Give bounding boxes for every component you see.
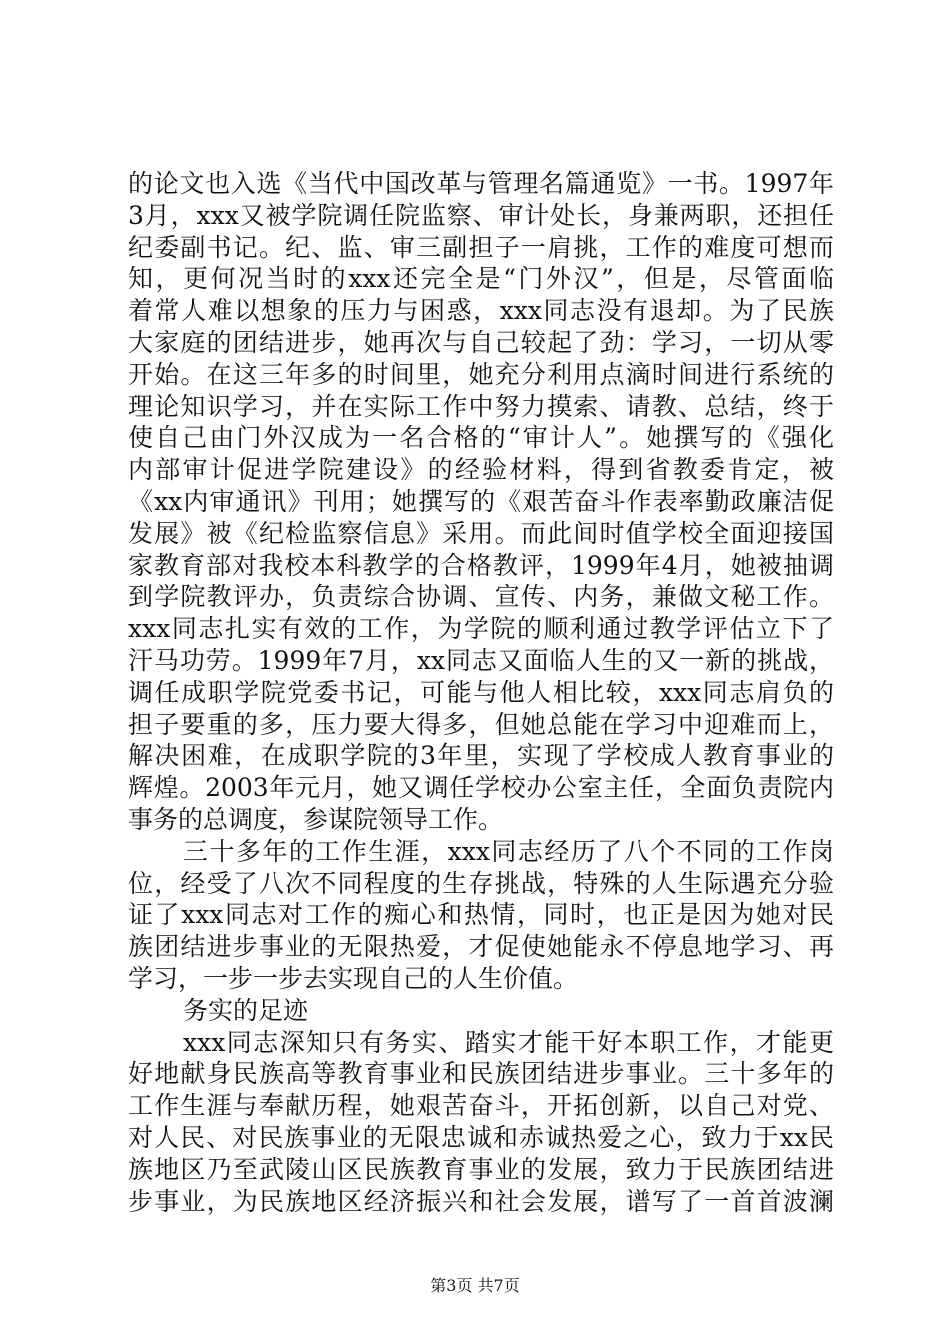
text-line: 开始。在这三年多的时间里，她充分利用点滴时间进行系统的 [128,359,834,389]
text-line: 族地区乃至武陵山区民族教育事业的发展，致力于民族团结进 [128,1154,834,1184]
text-line: 担子要重的多，压力要大得多，但她总能在学习中迎难而上， [128,709,834,739]
text-line: 辉煌。2003年元月，她又调任学校办公室主任，全面负责院内 [128,773,834,803]
paragraph-end-line: 事务的总调度，参谋院领导工作。 [128,804,504,834]
text-line: 到学院教评办，负责综合协调、宣传、内务，兼做文秘工作。 [128,582,834,612]
text-line: 汗马功劳。1999年7月，xx同志又面临人生的又一新的挑战， [128,645,834,675]
text-line: 解决困难，在成职学院的3年里，实现了学校成人教育事业的 [128,741,834,771]
text-line: 发展》被《纪检监察信息》采用。而此间时值学校全面迎接国 [128,518,834,548]
text-line: 族团结进步事业的无限热爱，才促使她能永不停息地学习、再 [128,932,834,962]
text-line: xxx同志扎实有效的工作，为学院的顺利通过教学评估立下了 [128,614,834,644]
page-number-label: 第3页 共7页 [430,1276,520,1295]
text-line: 位，经受了八次不同程度的生存挑战，特殊的人生际遇充分验 [128,868,834,898]
document-body [128,168,834,1217]
text-line: 证了xxx同志对工作的痴心和热情，同时，也正是因为她对民 [128,900,834,930]
text-line: 家教育部对我校本科教学的合格教评，1999年4月，她被抽调 [128,550,834,580]
text-line: 大家庭的团结进步，她再次与自己较起了劲：学习，一切从零 [128,327,834,357]
text-line: 调任成职学院党委书记，可能与他人相比较，xxx同志肩负的 [128,677,834,707]
text-line: 使自己由门外汉成为一名合格的“审计人”。她撰写的《强化 [128,423,834,453]
text-line: 3月，xxx又被学院调任院监察、审计处长，身兼两职，还担任 [128,200,834,230]
text-line: 工作生涯与奉献历程，她艰苦奋斗，开拓创新，以自己对党、 [128,1091,834,1121]
text-line: 内部审计促进学院建设》的经验材料，得到省教委肯定，被 [128,455,834,485]
paragraph-first-line: 三十多年的工作生涯，xxx同志经历了八个不同的工作岗 [183,836,834,866]
text-line: 理论知识学习，并在实际工作中努力摸索、请教、总结，终于 [128,391,834,421]
text-line: 《xx内审通讯》刊用；她撰写的《艰苦奋斗作表率勤政廉洁促 [128,486,834,516]
page-footer [0,1276,950,1296]
text-line: 对人民、对民族事业的无限忠诚和赤诚热爱之心，致力于xx民 [128,1122,834,1152]
paragraph-end-line: 学习，一步一步去实现自己的人生价值。 [128,963,579,993]
text-line: 知，更何况当时的xxx还完全是“门外汉”，但是，尽管面临 [128,264,834,294]
section-heading: 务实的足迹 [183,995,309,1025]
text-line: 着常人难以想象的压力与困惑，xxx同志没有退却。为了民族 [128,296,834,326]
text-line: 步事业，为民族地区经济振兴和社会发展，谱写了一首首波澜 [128,1186,834,1216]
text-line: 的论文也入选《当代中国改革与管理名篇通览》一书。1997年 [128,169,834,198]
text-line: 纪委副书记。纪、监、审三副担子一肩挑，工作的难度可想而 [128,232,834,262]
paragraph-first-line: xxx同志深知只有务实、踏实才能干好本职工作，才能更 [183,1027,834,1057]
text-line: 好地献身民族高等教育事业和民族团结进步事业。三十多年的 [128,1059,834,1089]
